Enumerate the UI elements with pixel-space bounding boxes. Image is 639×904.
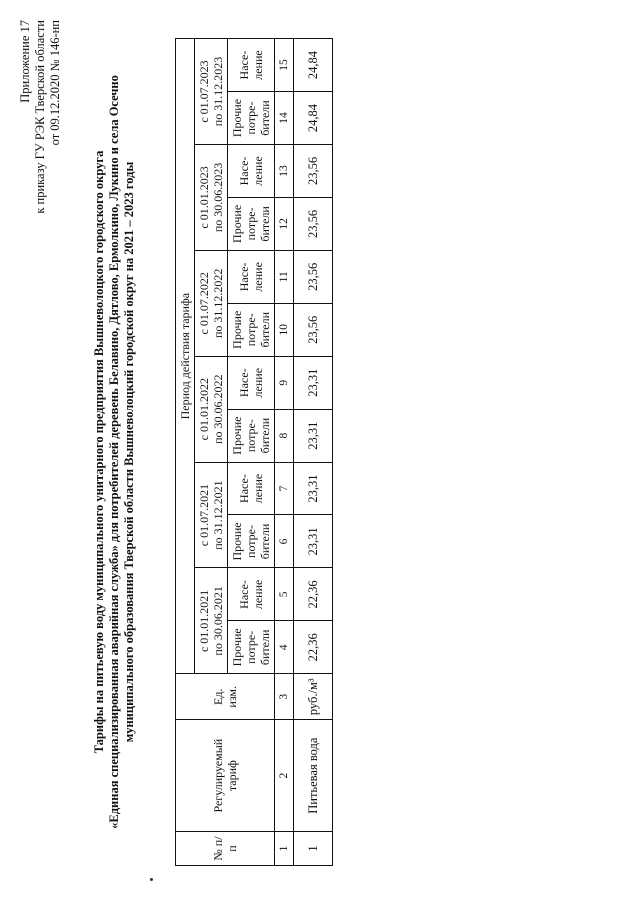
table-row [294, 39, 333, 866]
tariff-value: 23,56 [294, 303, 333, 356]
column-number: 2 [275, 720, 294, 832]
row-unit: руб./м³ [294, 674, 333, 720]
row-number: 1 [294, 832, 333, 866]
column-number: 10 [275, 303, 294, 356]
order-date: от 09.12.2020 № 146-нп [48, 20, 62, 146]
column-number: 8 [275, 409, 294, 462]
column-number: 14 [275, 92, 294, 145]
tariff-value: 23,31 [294, 515, 333, 568]
period-start: с 01.07.2022 [197, 272, 211, 335]
tariff-value: 24,84 [294, 92, 333, 145]
column-number: 12 [275, 197, 294, 250]
column-number: 4 [275, 621, 294, 674]
period-end: по 31.12.2022 [211, 268, 225, 339]
period-start: с 01.01.2021 [197, 589, 211, 653]
period-end: по 31.12.2023 [211, 56, 225, 127]
period-cell [195, 145, 228, 251]
appendix-header [18, 20, 63, 214]
tariff-value: 23,31 [294, 356, 333, 409]
column-number-row [275, 39, 294, 866]
column-number: 5 [275, 568, 294, 621]
tariff-value: 22,36 [294, 621, 333, 674]
scan-speck [150, 878, 153, 881]
header-tariff: Регулируемый тариф [176, 720, 275, 832]
column-number: 1 [275, 832, 294, 866]
consumer-population: Насе- ление [228, 145, 275, 198]
consumer-other: Прочие потре- бители [228, 515, 275, 568]
appendix-number: Приложение 17 [18, 20, 32, 103]
consumer-population: Насе- ление [228, 356, 275, 409]
consumer-population: Насе- ление [228, 250, 275, 303]
period-end: по 31.12.2021 [211, 480, 225, 550]
consumer-other: Прочие потре- бители [228, 197, 275, 250]
period-end: по 30.06.2022 [211, 374, 225, 444]
tariff-table [175, 38, 333, 866]
header-number: № п/п [176, 832, 275, 866]
row-tariff: Питьевая вода [294, 720, 333, 832]
title-line-2: «Единая специализированная аварийная служба» для потребителей деревень Белавино, Дятлово, Ермолкино, Лукино и села Осечно [107, 75, 121, 829]
consumer-population: Насе- ление [228, 39, 275, 92]
period-start: с 01.01.2023 [197, 166, 211, 229]
column-number: 9 [275, 356, 294, 409]
column-number: 6 [275, 515, 294, 568]
period-cell [195, 250, 228, 356]
header-unit: Ед. изм. [176, 674, 275, 720]
tariff-value: 23,56 [294, 145, 333, 198]
column-number: 11 [275, 250, 294, 303]
consumer-population: Насе- ление [228, 462, 275, 515]
period-cell [195, 462, 228, 568]
title-line-1: Тарифы на питьевую воду муниципального унитарного предприятия Вышневолоцкого городского округа [92, 150, 106, 754]
period-end: по 30.06.2021 [211, 586, 225, 656]
column-number: 7 [275, 462, 294, 515]
period-end: по 30.06.2023 [211, 162, 225, 233]
title-line-3: муниципального образования Тверской области Вышневолоцкий городской округ на 2021 – 2023 годы [122, 161, 136, 743]
header-period: Период действия тарифа [176, 39, 195, 674]
consumer-other: Прочие потре- бители [228, 409, 275, 462]
column-number: 15 [275, 39, 294, 92]
tariff-value: 24,84 [294, 39, 333, 92]
consumer-population: Насе- ление [228, 568, 275, 621]
tariff-value: 23,56 [294, 250, 333, 303]
period-start: с 01.07.2023 [197, 60, 211, 123]
period-cell [195, 39, 228, 145]
order-reference: к приказу ГУ РЭК Тверской области [33, 20, 47, 214]
column-number: 3 [275, 674, 294, 720]
consumer-other: Прочие потре- бители [228, 621, 275, 674]
period-start: с 01.01.2022 [197, 378, 211, 441]
tariff-value: 23,31 [294, 462, 333, 515]
tariff-value: 23,31 [294, 409, 333, 462]
tariff-value: 23,56 [294, 197, 333, 250]
period-cell [195, 568, 228, 674]
period-start: с 01.07.2021 [197, 483, 211, 547]
tariff-value: 22,36 [294, 568, 333, 621]
consumer-other: Прочие потре- бители [228, 303, 275, 356]
document-title [92, 0, 137, 904]
column-number: 13 [275, 145, 294, 198]
consumer-other: Прочие потре- бители [228, 92, 275, 145]
period-cell [195, 356, 228, 462]
